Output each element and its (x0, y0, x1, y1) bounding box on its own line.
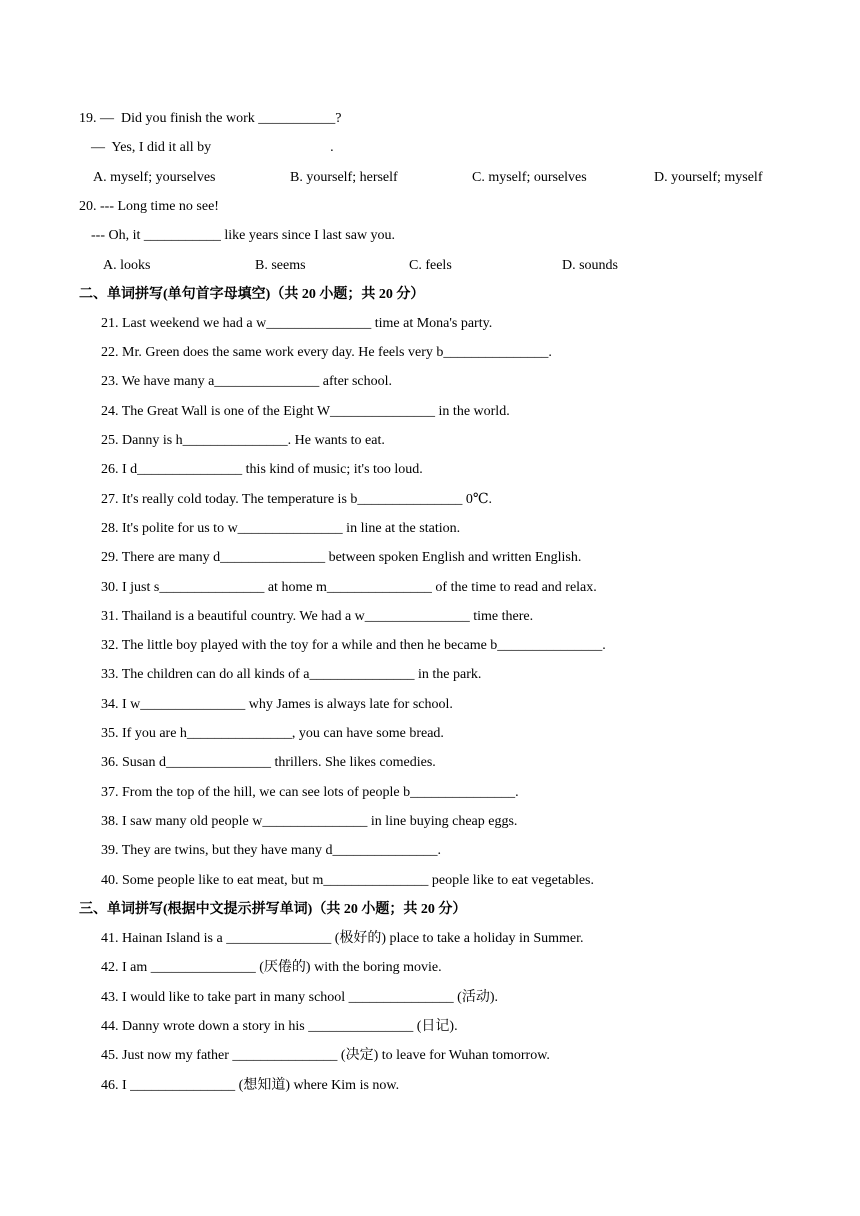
question-39: 39. They are twins, but they have many d_______________. (101, 843, 441, 858)
question-19: 19. — Did you finish the work ___________? (79, 111, 342, 126)
q20-option-a: A. looks (103, 258, 151, 273)
question-22: 22. Mr. Green does the same work every day. He feels very b_______________. (101, 345, 552, 360)
question-44: 44. Danny wrote down a story in his _______________ (日记). (101, 1019, 458, 1034)
question-30: 30. I just s_______________ at home m_______________ of the time to read and relax. (101, 580, 597, 595)
q20-option-b: B. seems (255, 258, 306, 273)
question-32: 32. The little boy played with the toy for a while and then he became b_______________. (101, 638, 606, 653)
q19-option-c: C. myself; ourselves (472, 170, 587, 185)
question-40: 40. Some people like to eat meat, but m_______________ people like to eat vegetables. (101, 873, 594, 888)
question-35: 35. If you are h_______________, you can have some bread. (101, 726, 444, 741)
question-25: 25. Danny is h_______________. He wants to eat. (101, 433, 385, 448)
question-23: 23. We have many a_______________ after school. (101, 374, 392, 389)
question-37: 37. From the top of the hill, we can see lots of people b_______________. (101, 785, 519, 800)
question-41: 41. Hainan Island is a _______________ (极好的) place to take a holiday in Summer. (101, 931, 584, 946)
question-34: 34. I w_______________ why James is always late for school. (101, 697, 453, 712)
question-45: 45. Just now my father _______________ (决定) to leave for Wuhan tomorrow. (101, 1048, 550, 1063)
question-20: 20. --- Long time no see! (79, 199, 219, 214)
question-31: 31. Thailand is a beautiful country. We had a w_______________ time there. (101, 609, 534, 624)
question-29: 29. There are many d_______________ between spoken English and written English. (101, 550, 582, 565)
question-28: 28. It's polite for us to w_______________ in line at the station. (101, 521, 461, 536)
question-43: 43. I would like to take part in many school _______________ (活动). (101, 990, 498, 1005)
q20-option-d: D. sounds (562, 258, 619, 273)
question-21: 21. Last weekend we had a w_______________ time at Mona's party. (101, 316, 493, 331)
q19-option-b: B. yourself; herself (290, 170, 398, 185)
question-33: 33. The children can do all kinds of a_______________ in the park. (101, 667, 482, 682)
section-3-heading: 三、单词拼写(根据中文提示拼写单词)（共 20 小题；共 20 分） (79, 902, 467, 917)
question-20-answer: --- Oh, it ___________ like years since I last saw you. (91, 228, 396, 243)
question-38: 38. I saw many old people w_______________ in line buying cheap eggs. (101, 814, 518, 829)
question-36: 36. Susan d_______________ thrillers. She likes comedies. (101, 755, 436, 770)
question-19-answer: — Yes, I did it all by . (91, 140, 334, 155)
question-46: 46. I _______________ (想知道) where Kim is now. (101, 1078, 400, 1093)
question-42: 42. I am _______________ (厌倦的) with the boring movie. (101, 960, 442, 975)
q19-option-d: D. yourself; myself (654, 170, 763, 185)
q19-option-a: A. myself; yourselves (93, 170, 216, 185)
section-2-heading: 二、单词拼写(单句首字母填空)（共 20 小题；共 20 分） (79, 287, 425, 302)
question-24: 24. The Great Wall is one of the Eight W_______________ in the world. (101, 404, 510, 419)
question-26: 26. I d_______________ this kind of music; it's too loud. (101, 462, 423, 477)
question-27: 27. It's really cold today. The temperature is b_______________ 0℃. (101, 492, 493, 507)
q20-option-c: C. feels (409, 258, 452, 273)
